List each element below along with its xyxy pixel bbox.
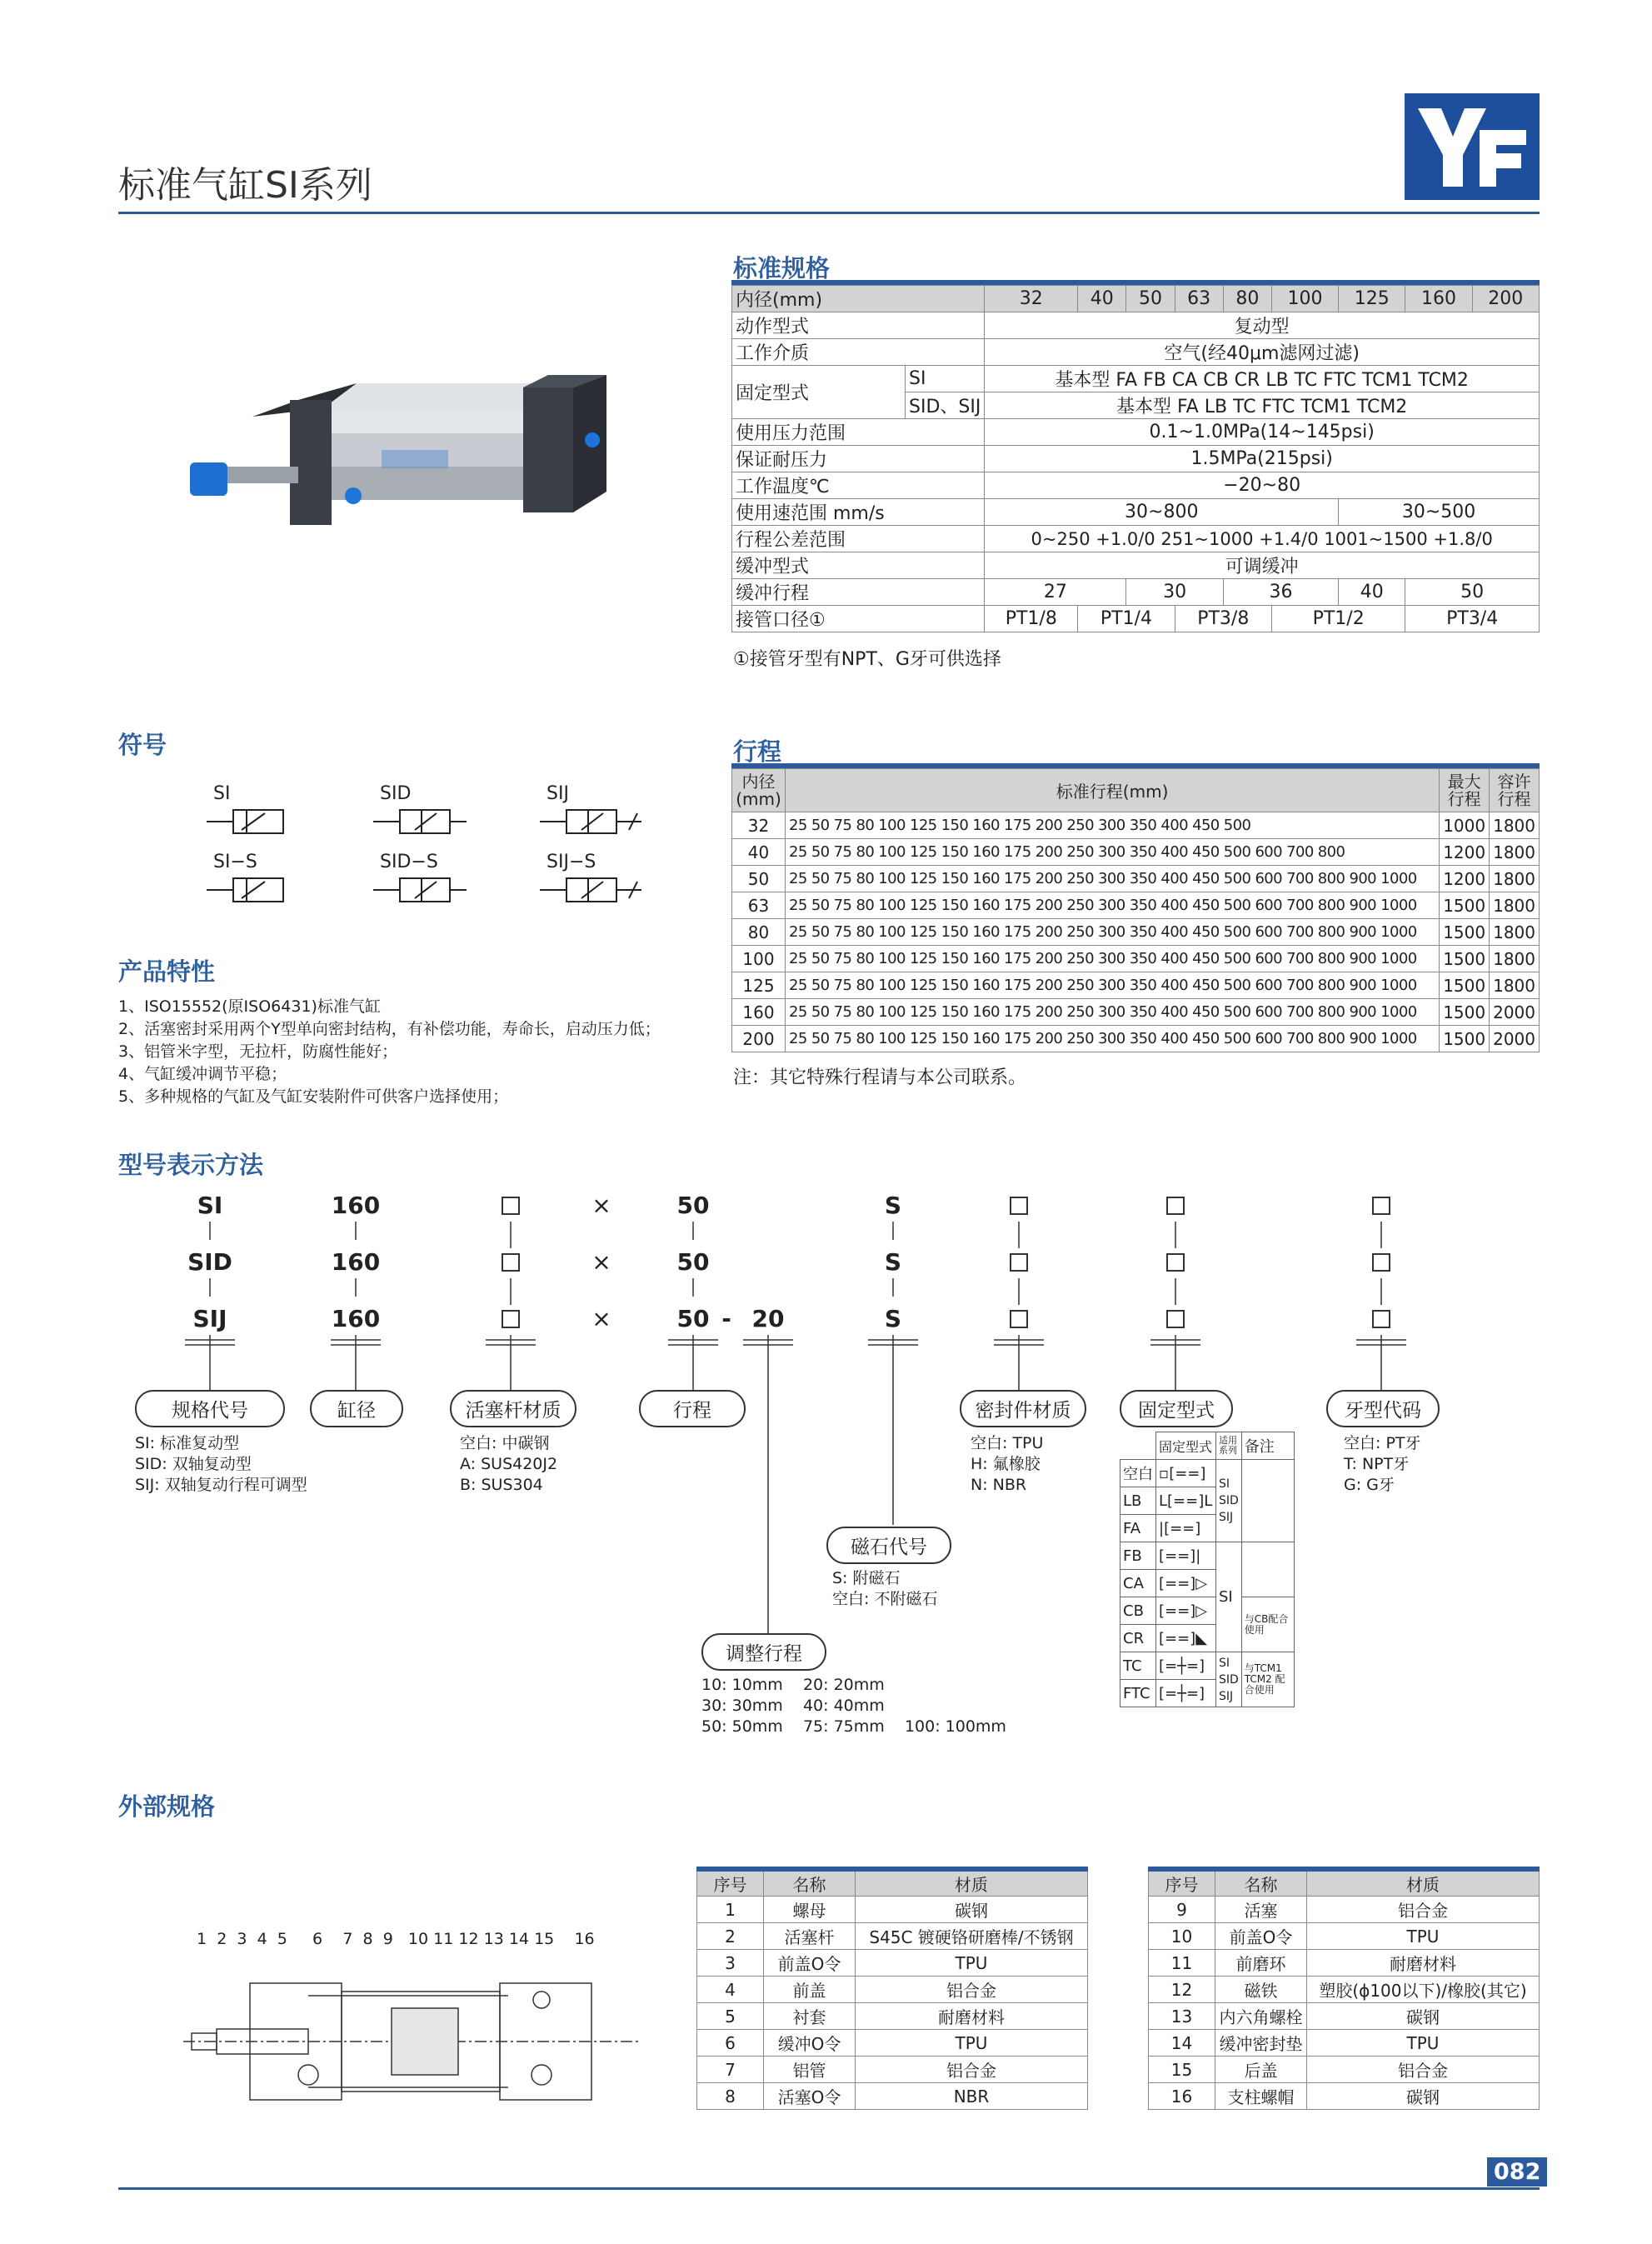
fix-tc: 与TCM1 TCM2 配合使用 [1241, 1652, 1294, 1707]
external-title: 外部规格 [118, 1792, 216, 1821]
desc-line: 30: 30mm 40: 40mm [701, 1697, 885, 1715]
model-diagram [118, 1192, 1535, 1758]
pill-mount: 固定型式 [1120, 1390, 1233, 1427]
bore-value: 50 [1126, 286, 1175, 312]
cushion-value: 可调缓冲 [985, 552, 1540, 579]
code-sid: SID [187, 1248, 232, 1276]
desc-line: 空白: 中碳钢 [460, 1434, 550, 1452]
spec-key: 工作介质 [732, 339, 985, 366]
desc-spec [135, 1433, 307, 1496]
stroke-max: 1500 [1440, 919, 1490, 946]
desc-line: SI: 标准复动型 [135, 1434, 240, 1452]
parts-h: 名称 [1215, 1869, 1307, 1897]
symbol-label: SIJ [547, 783, 569, 804]
stroke-max: 1000 [1440, 812, 1490, 839]
cstroke-value: 40 [1339, 579, 1405, 606]
speed-label: 使用速范围 mm/s [732, 499, 985, 526]
stroke-bore: 100 [732, 946, 786, 972]
code-bore: 160 [331, 1248, 381, 1276]
stroke-h-allow: 容许行程 [1490, 769, 1540, 812]
desc-line: SIJ: 双轴复动行程可调型 [135, 1476, 307, 1494]
stroke-table [731, 768, 1540, 1052]
desc-seal [971, 1433, 1043, 1496]
cushion-label: 缓冲型式 [732, 552, 985, 579]
desc-line: A: SUS420J2 [460, 1455, 558, 1473]
mount-icon: [==]▷ [1156, 1597, 1216, 1625]
mount-icon: L[==]L [1156, 1487, 1216, 1515]
mount-icon: [==]◣ [1156, 1625, 1216, 1652]
pill-thread: 牙型代码 [1326, 1390, 1440, 1427]
cstroke-value: 27 [985, 579, 1126, 606]
parts-h: 名称 [764, 1869, 856, 1897]
tol-label: 行程公差范围 [732, 526, 985, 552]
stroke-title: 行程 [733, 737, 782, 766]
stroke-allow: 1800 [1490, 812, 1540, 839]
spec-val: 空气(经40μm滤网过滤) [985, 339, 1540, 366]
bore-value: 63 [1175, 286, 1223, 312]
parts-h: 序号 [1149, 1869, 1215, 1897]
desc-thread [1344, 1433, 1421, 1496]
fix-cb: 与CB配合使用 [1241, 1597, 1294, 1652]
fix-code: FB [1120, 1542, 1156, 1570]
stroke-h-std: 标准行程(mm) [786, 769, 1440, 812]
stroke-bore: 50 [732, 866, 786, 892]
pill-adj: 调整行程 [701, 1633, 826, 1671]
mount-sid: SID、SIJ [906, 392, 985, 419]
fix-si: SI [1215, 1542, 1241, 1652]
model-title: 型号表示方法 [118, 1151, 264, 1179]
stroke-allow: 2000 [1490, 999, 1540, 1026]
fix-code: FA [1120, 1515, 1156, 1542]
desc-line: S: 附磁石 [832, 1569, 901, 1587]
bore-value: 160 [1405, 286, 1472, 312]
header-rule [118, 212, 1540, 214]
spec-val: 复动型 [985, 312, 1540, 339]
stroke-bore: 32 [732, 812, 786, 839]
parts-h: 材质 [856, 1869, 1088, 1897]
pill-spec: 规格代号 [135, 1390, 285, 1427]
spec-val: −20~80 [985, 472, 1540, 499]
fix-code: CR [1120, 1625, 1156, 1652]
feature-item: 4、气缸缓冲调节平稳； [118, 1065, 287, 1083]
stroke-list: 25 50 75 80 100 125 150 160 175 200 250 300 350 400 450 500 600 700 800 900 1000 [786, 972, 1440, 999]
fix-code: LB [1120, 1487, 1156, 1515]
bore-value: 100 [1271, 286, 1338, 312]
symbol-label: SID−S [380, 852, 438, 872]
spec-note: ①接管牙型有NPT、G牙可供选择 [733, 649, 1001, 670]
cstroke-label: 缓冲行程 [732, 579, 985, 606]
features-title: 产品特性 [118, 957, 216, 986]
feature-item: 5、多种规格的气缸及气缸安装附件可供客户选择使用； [118, 1087, 509, 1106]
stroke-list: 25 50 75 80 100 125 150 160 175 200 250 300 350 400 450 500 600 700 800 900 1000 [786, 946, 1440, 972]
port-value: PT1/4 [1078, 606, 1175, 632]
stroke-max: 1500 [1440, 892, 1490, 919]
fix-h: 备注 [1241, 1432, 1294, 1460]
fix-code: CA [1120, 1570, 1156, 1597]
desc-line: 空白: 不附磁石 [832, 1590, 938, 1608]
stroke-allow: 1800 [1490, 866, 1540, 892]
stroke-allow: 1800 [1490, 972, 1540, 999]
desc-line: H: 氟橡胶 [971, 1455, 1041, 1473]
desc-mag [832, 1568, 937, 1610]
fix-code: CB [1120, 1597, 1156, 1625]
code-times: × [591, 1305, 611, 1332]
fix-code: FTC [1120, 1680, 1156, 1707]
desc-adj [701, 1675, 1006, 1737]
cstroke-value: 50 [1405, 579, 1540, 606]
features-list [118, 996, 718, 1108]
code-times: × [591, 1192, 611, 1219]
stroke-allow: 1800 [1490, 919, 1540, 946]
cstroke-value: 36 [1223, 579, 1338, 606]
port-label: 接管口径① [732, 606, 985, 632]
speed-b: 30~500 [1339, 499, 1540, 526]
stroke-allow: 2000 [1490, 1026, 1540, 1052]
pill-rod: 活塞杆材质 [450, 1390, 576, 1427]
stroke-note: 注：其它特殊行程请与本公司联系。 [733, 1067, 1027, 1088]
code-si: SI [197, 1192, 223, 1219]
code-bore: 160 [331, 1192, 381, 1219]
mount-si-value: 基本型 FA FB CA CB CR LB TC FTC TCM1 TCM2 [985, 366, 1540, 392]
cstroke-value: 30 [1126, 579, 1223, 606]
code-adj: 20 [751, 1305, 785, 1332]
stroke-max: 1500 [1440, 1026, 1490, 1052]
mount-icon: [=┼=] [1156, 1652, 1216, 1680]
spec-val: 0.1~1.0MPa(14~145psi) [985, 419, 1540, 446]
pill-bore: 缸径 [310, 1390, 403, 1427]
bore-label: 内径(mm) [732, 286, 985, 312]
stroke-max: 1500 [1440, 946, 1490, 972]
pill-seal: 密封件材质 [960, 1390, 1086, 1427]
fix-h: 适用系列 [1215, 1432, 1241, 1460]
parts-table-right: 序号 名称 材质 9 活塞 铝合金 10 前盖O令 TPU 11 前磨环 耐磨材料 12 磁铁 塑胶(ϕ100以下)/橡胶(其它) 13 内六角螺栓 碳钢 14 缓冲密封垫 TPU 15 后盖 铝合金 16 支柱螺帽 碳钢 [1148, 1867, 1540, 2110]
pill-stroke: 行程 [639, 1390, 746, 1427]
symbol-label: SI [213, 783, 231, 804]
feature-item: 2、活塞密封采用两个Y型单向密封结构，有补偿功能，寿命长，启动压力低； [118, 1020, 661, 1038]
spec-key: 使用压力范围 [732, 419, 985, 446]
code-mag: S [884, 1248, 902, 1276]
stroke-list: 25 50 75 80 100 125 150 160 175 200 250 300 350 400 450 500 600 700 800 [786, 839, 1440, 866]
mount-icon: [=┼=] [1156, 1680, 1216, 1707]
parts-h: 材质 [1307, 1869, 1540, 1897]
desc-line: B: SUS304 [460, 1476, 543, 1494]
fix-code: 空白 [1120, 1460, 1156, 1487]
code-bore: 160 [331, 1305, 381, 1332]
desc-line: 空白: TPU [971, 1434, 1044, 1452]
brand-logo [1405, 93, 1540, 200]
spec-title: 标准规格 [733, 254, 831, 282]
symbols-grid [200, 783, 666, 917]
spec-key: 动作型式 [732, 312, 985, 339]
bore-value: 32 [985, 286, 1078, 312]
cross-section-drawing [175, 1925, 641, 2117]
mount-icon: |[==] [1156, 1515, 1216, 1542]
stroke-list: 25 50 75 80 100 125 150 160 175 200 250 300 350 400 450 500 600 700 800 900 1000 [786, 919, 1440, 946]
stroke-list: 25 50 75 80 100 125 150 160 175 200 250 300 350 400 450 500 [786, 812, 1440, 839]
spec-table [731, 285, 1540, 632]
desc-line: SID: 双轴复动型 [135, 1455, 252, 1473]
stroke-allow: 1800 [1490, 892, 1540, 919]
mount-icon: ▫[==] [1156, 1460, 1216, 1487]
code-dash: - [721, 1305, 731, 1332]
symbol-label: SID [380, 783, 412, 804]
spec-val: 1.5MPa(215psi) [985, 446, 1540, 472]
desc-line: 10: 10mm 20: 20mm [701, 1676, 885, 1694]
fix-code: TC [1120, 1652, 1156, 1680]
code-times: × [591, 1248, 611, 1276]
desc-line: T: NPT牙 [1344, 1455, 1410, 1473]
desc-line: N: NBR [971, 1476, 1027, 1494]
stroke-bore: 160 [732, 999, 786, 1026]
cylinder-photo [190, 375, 656, 575]
stroke-allow: 1800 [1490, 839, 1540, 866]
stroke-bore: 40 [732, 839, 786, 866]
symbol-label: SI−S [213, 852, 257, 872]
desc-line: 空白: PT牙 [1344, 1434, 1421, 1452]
stroke-max: 1200 [1440, 839, 1490, 866]
code-stroke: 50 [676, 1305, 710, 1332]
mount-sid-value: 基本型 FA LB TC FTC TCM1 TCM2 [985, 392, 1540, 419]
code-sij: SIJ [192, 1305, 227, 1332]
fix-h: 固定型式 [1156, 1432, 1216, 1460]
desc-line: 50: 50mm 75: 75mm 100: 100mm [701, 1717, 1006, 1736]
footer-rule [118, 2187, 1540, 2190]
parts-table-left: 序号 名称 材质 1 螺母 碳钢 2 活塞杆 S45C 镀硬铬研磨棒/不锈钢 3 前盖O令 TPU 4 前盖 铝合金 5 衬套 耐磨材料 6 缓冲O令 TPU 7 铝管 铝合金 8 活塞O令 NBR [696, 1867, 1088, 2110]
port-value: PT1/8 [985, 606, 1078, 632]
port-value: PT3/8 [1175, 606, 1271, 632]
feature-item: 3、铝管米字型，无拉杆，防腐性能好； [118, 1042, 398, 1061]
mount-icon: [==]| [1156, 1542, 1216, 1570]
bore-value: 200 [1472, 286, 1539, 312]
bore-value: 80 [1223, 286, 1271, 312]
page-number: 082 [1487, 2157, 1547, 2187]
bore-value: 40 [1078, 286, 1126, 312]
parts-h: 序号 [697, 1869, 764, 1897]
code-stroke: 50 [676, 1192, 710, 1219]
speed-a: 30~800 [985, 499, 1339, 526]
symbols-title: 符号 [118, 731, 167, 759]
code-mag: S [884, 1305, 902, 1332]
spec-key: 工作温度℃ [732, 472, 985, 499]
stroke-list: 25 50 75 80 100 125 150 160 175 200 250 300 350 400 450 500 600 700 800 900 1000 [786, 892, 1440, 919]
stroke-bore: 80 [732, 919, 786, 946]
stroke-max: 1500 [1440, 972, 1490, 999]
page-title: 标准气缸SI系列 [118, 164, 372, 207]
stroke-list: 25 50 75 80 100 125 150 160 175 200 250 300 350 400 450 500 600 700 800 900 1000 [786, 866, 1440, 892]
code-mag: S [884, 1192, 902, 1219]
cylinder-symbol-icon [200, 808, 666, 917]
fix-series: SI SID SIJ [1215, 1460, 1241, 1542]
stroke-h-bore: 内径(mm) [732, 769, 786, 812]
stroke-max: 1200 [1440, 866, 1490, 892]
mount-icon: [==]▷ [1156, 1570, 1216, 1597]
bore-value: 125 [1339, 286, 1405, 312]
stroke-list: 25 50 75 80 100 125 150 160 175 200 250 300 350 400 450 500 600 700 800 900 1000 [786, 999, 1440, 1026]
feature-item: 1、ISO15552(原ISO6431)标准气缸 [118, 997, 381, 1016]
stroke-bore: 200 [732, 1026, 786, 1052]
spec-key: 保证耐压力 [732, 446, 985, 472]
code-stroke: 50 [676, 1248, 710, 1276]
fix-tc-series: SI SID SIJ [1215, 1652, 1241, 1707]
mount-table [1120, 1432, 1295, 1707]
stroke-max: 1500 [1440, 999, 1490, 1026]
pill-mag: 磁石代号 [826, 1527, 951, 1564]
port-value: PT3/4 [1405, 606, 1540, 632]
stroke-bore: 125 [732, 972, 786, 999]
tol-value: 0~250 +1.0/0 251~1000 +1.4/0 1001~1500 +1.8/0 [985, 526, 1540, 552]
port-value: PT1/2 [1271, 606, 1405, 632]
stroke-allow: 1800 [1490, 946, 1540, 972]
mount-si: SI [906, 366, 985, 392]
callout-numbers: 1 2 3 4 5 6 7 8 9 10 11 12 13 14 15 16 [197, 1930, 595, 1948]
mount-label: 固定型式 [732, 366, 906, 419]
stroke-bore: 63 [732, 892, 786, 919]
symbol-label: SIJ−S [547, 852, 596, 872]
stroke-h-max: 最大行程 [1440, 769, 1490, 812]
desc-rod [460, 1433, 557, 1496]
stroke-list: 25 50 75 80 100 125 150 160 175 200 250 300 350 400 450 500 600 700 800 900 1000 [786, 1026, 1440, 1052]
desc-line: G: G牙 [1344, 1476, 1395, 1494]
